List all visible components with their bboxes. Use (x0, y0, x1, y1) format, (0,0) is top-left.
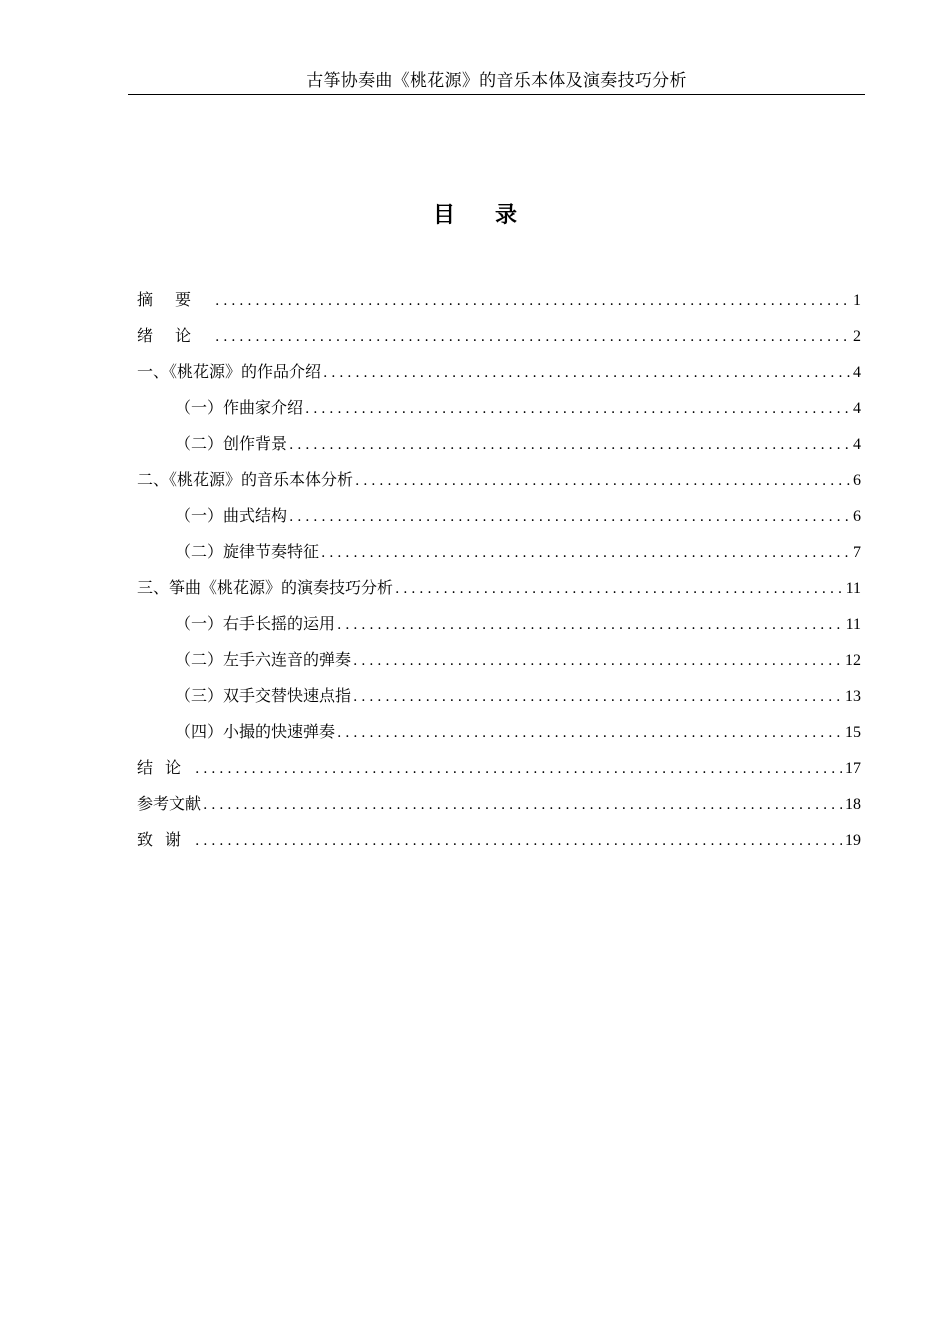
toc-entry-section-1-1[interactable] (137, 390, 861, 426)
toc-entry-label: 摘要 (137, 290, 214, 309)
toc-entry-acknowledgements[interactable] (137, 822, 861, 858)
toc-entry-label: （二）旋律节奏特征 (175, 542, 320, 561)
toc-entry-label: 绪论 (137, 326, 214, 345)
toc-entry-references[interactable] (137, 786, 861, 822)
toc-leader-dots (323, 355, 850, 391)
toc-entry-section-2-2[interactable] (137, 534, 861, 570)
toc-leader-dots (195, 751, 842, 787)
toc-entry-section-3-4[interactable] (137, 714, 861, 750)
toc-entry-label: 参考文献 (137, 794, 202, 813)
toc-entry-page: 19 (845, 832, 861, 849)
toc-entry-section-2-1[interactable] (137, 498, 861, 534)
toc-entry-page: 6 (853, 508, 861, 525)
running-header (128, 68, 865, 95)
toc-entry-label: （四）小撮的快速弹奏 (175, 722, 336, 741)
toc-leader-dots (305, 391, 850, 427)
toc-entry-page: 2 (853, 328, 861, 345)
toc-entry-label: （三）双手交替快速点指 (175, 686, 352, 705)
toc-leader-dots (353, 643, 842, 679)
toc-entry-page: 18 (845, 796, 861, 813)
toc-entry-page: 13 (845, 688, 861, 705)
toc-leader-dots (203, 787, 842, 823)
toc-entry-abstract[interactable] (137, 282, 861, 318)
toc-entry-chapter-1[interactable] (137, 354, 861, 390)
toc-entry-section-3-2[interactable] (137, 642, 861, 678)
toc-leader-dots (215, 283, 850, 319)
toc-leader-dots (353, 679, 842, 715)
toc-entry-page: 6 (853, 472, 861, 489)
toc-leader-dots (355, 463, 850, 499)
toc-entry-page: 4 (853, 436, 861, 453)
toc-leader-dots (289, 499, 850, 535)
toc-entry-page: 4 (853, 364, 861, 381)
toc-leader-dots (337, 607, 843, 643)
toc-entry-label: 二、《桃花源》的音乐本体分析 (137, 470, 354, 489)
toc-entry-label: （一）曲式结构 (175, 506, 288, 525)
toc-entry-label: （二）创作背景 (175, 434, 288, 453)
toc-entry-page: 11 (845, 580, 861, 597)
toc-entry-label: 致谢 (137, 830, 194, 849)
toc-entry-introduction[interactable] (137, 318, 861, 354)
toc-title-left: 目 (432, 203, 455, 228)
toc-entry-conclusion[interactable] (137, 750, 861, 786)
toc-entry-page: 11 (845, 616, 861, 633)
toc-entry-chapter-3[interactable] (137, 570, 861, 606)
toc-title-right: 录 (495, 203, 518, 228)
toc-entry-section-1-2[interactable] (137, 426, 861, 462)
toc-entry-page: 12 (845, 652, 861, 669)
toc-entry-page: 15 (845, 724, 861, 741)
toc-leader-dots (289, 427, 850, 463)
toc-leader-dots (195, 823, 842, 859)
toc-title (0, 198, 950, 229)
toc-leader-dots (321, 535, 850, 571)
toc-entry-label: 一、《桃花源》的作品介绍 (137, 362, 322, 381)
toc-entry-page: 1 (853, 292, 861, 309)
toc-entry-page: 4 (853, 400, 861, 417)
toc-leader-dots (337, 715, 842, 751)
toc-entry-page: 17 (845, 760, 861, 777)
table-of-contents (137, 282, 861, 858)
toc-leader-dots (215, 319, 850, 355)
running-header-title: 古筝协奏曲《桃花源》的音乐本体及演奏技巧分析 (306, 71, 687, 91)
toc-entry-chapter-2[interactable] (137, 462, 861, 498)
toc-entry-label: （一）右手长摇的运用 (175, 614, 336, 633)
toc-entry-label: 结论 (137, 758, 194, 777)
toc-entry-page: 7 (853, 544, 861, 561)
toc-entry-section-3-1[interactable] (137, 606, 861, 642)
toc-entry-label: （二）左手六连音的弹奏 (175, 650, 352, 669)
toc-entry-label: 三、筝曲《桃花源》的演奏技巧分析 (137, 578, 394, 597)
toc-leader-dots (395, 571, 843, 607)
toc-entry-section-3-3[interactable] (137, 678, 861, 714)
toc-entry-label: （一）作曲家介绍 (175, 398, 304, 417)
